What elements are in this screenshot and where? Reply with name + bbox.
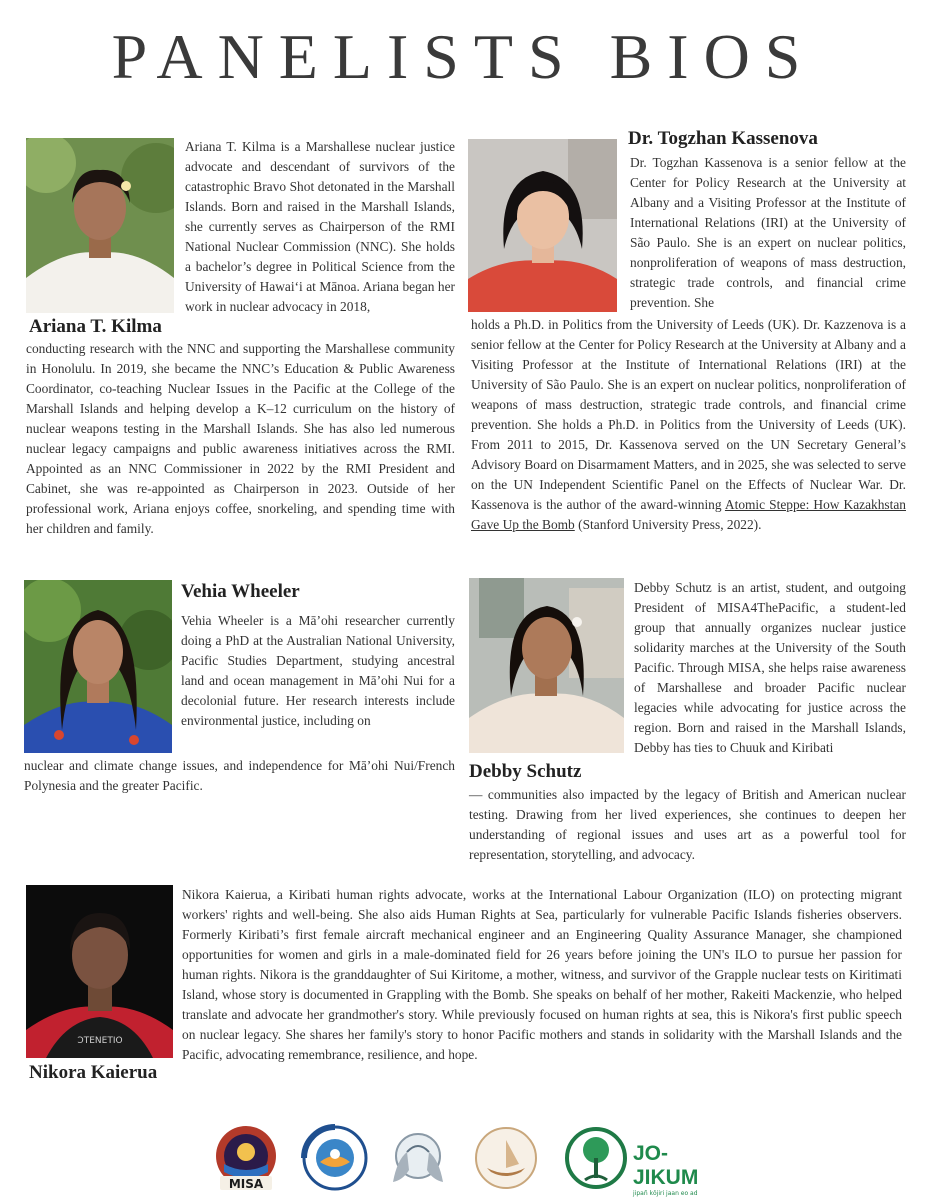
jojikum-logo-text: JO-JIKUM bbox=[633, 1142, 699, 1189]
tree-logo bbox=[565, 1122, 627, 1194]
sponsor-logos bbox=[205, 1122, 725, 1197]
canoe-logo bbox=[473, 1122, 539, 1194]
nnc-logo bbox=[300, 1122, 370, 1194]
ariana-bio-bottom: conducting research with the NNC and supporting the Marshallese community in Honolulu. In 2019, she became the NNC’s Education & Public Awareness Coordinator, co-teaching Nuclear Issues in the Pacific at the College of the Marshall Islands and helping develop a K–12 curriculum on the history of nuclear weapons testing in the Marshall Islands. She has also led numerous nuclear legacy campaigns and public awareness initiatives across the RMI. Appointed as an NNC Commissioner in 2022 by the RMI President and Cabinet, she was re-appointed as Chairperson in 2023. Outside of her professional work, Ariana enjoys coffee, snorkeling, and spending time with her children and family. bbox=[26, 341, 455, 536]
vehia-name: Vehia Wheeler bbox=[181, 581, 300, 602]
misa-logo-text: MISA bbox=[228, 1177, 264, 1191]
togzhan-name: Dr. Togzhan Kassenova bbox=[628, 128, 818, 149]
ariana-name: Ariana T. Kilma bbox=[29, 316, 162, 337]
jojikum-logo bbox=[633, 1142, 725, 1197]
togzhan-bio-bottom bbox=[471, 315, 906, 535]
togzhan-photo bbox=[468, 139, 617, 312]
togzhan-bio-text: holds a Ph.D. in Politics from the University of Leeds (UK). Dr. Kazzenova is a senior fellow at the Center for Policy Research at the University at Albany and a Visiting Professor at the Institute of International Relations (IRI) at the University of São Paulo. She is an expert on nuclear politics, nonproliferation of weapons of mass destruction, strategic trade controls, and financial crime prevention. She holds a Ph.D. in Politics from the University of Leeds (UK). From 2011 to 2015, Dr. Kassenova served on the UN Secretary General’s Advisory Board on Disarmament Matters, and in 2025, she was selected to serve on the UN Independent Scientific Panel on the Effects of Nuclear War. Dr. Kassenova is the author of the award-winning bbox=[471, 317, 906, 512]
nikora-photo bbox=[26, 885, 173, 1058]
misa-logo bbox=[210, 1122, 282, 1194]
nikora-name: Nikora Kaierua bbox=[29, 1062, 158, 1083]
togzhan-book-link[interactable]: Atomic Steppe: How Kazakhstan Gave Up the Bomb bbox=[471, 497, 906, 532]
nikora-bio: Nikora Kaierua, a Kiribati human rights advocate, works at the International Labour Organization (ILO) on protecting migrant workers' rights and well-being. She also aids Human Rights at Sea, particularly for vulnerable Pacific Islands fisheries observers. Formerly Kiribati’s first female aircraft mechanical engineer and an Engineering Quality Assurance Manager, she championed opportunities for women and girls in a male-dominated field for 26 years before joining the UN's ILO to pursue her passion for human rights. Nikora is the granddaughter of Sui Kiritome, a mother, witness, and survivor of the Grapple nuclear tests on Kiritimati Island, whose story is documented in Grappling with the Bomb. She speaks on behalf of her mother, Rakeiti Mackenzie, who helped translate and advocate her grandmother's story. While previously focused on human rights at sea, this is Nikora's first public speech on nuclear legacy. She shares her family's story to honor Pacific mothers and stands in solidarity with the Marshall Islands and the Pacific, advocating remembrance, resilience, and hope. bbox=[182, 887, 902, 1062]
jojikum-logo-tagline: jipañ kōjiri jaan eo ad bbox=[633, 1190, 698, 1197]
debby-name: Debby Schutz bbox=[469, 761, 582, 782]
togzhan-bio-top: Dr. Togzhan Kassenova is a senior fellow at the Center for Policy Research at the University at Albany and a Visiting Professor at the Institute of International Relations (IRI) at the University of São Paulo. She is an expert on nuclear politics, nonproliferation of weapons of mass destruction, strategic trade controls, and financial crime prevention. She bbox=[630, 155, 906, 310]
debby-bio-top: Debby Schutz is an artist, student, and outgoing President of MISA4ThePacific, a student-led group that annually organizes nuclear justice solidarity marches at the University of the South Pacific. Through MISA, she helps raise awareness of Marshallese and broader Pacific nuclear legacies while advocating for justice across the region. Born and raised in the Marshall Islands, Debby has ties to Chuuk and Kiribati bbox=[634, 580, 906, 755]
vehia-photo bbox=[24, 580, 172, 753]
ariana-photo bbox=[26, 138, 174, 313]
page-title: PANELISTS BIOS bbox=[111, 21, 816, 92]
hands-logo bbox=[387, 1122, 449, 1194]
ariana-bio-top: Ariana T. Kilma is a Marshallese nuclear justice advocate and descendant of survivors of the catastrophic Bravo Shot detonated in the Marshall Islands. Born and raised in the Marshall Islands, she currently serves as Chairperson of the RMI National Nuclear Commission (NNC). She holds a bachelor’s degree in Political Science from the University of Hawaiʻi at Mānoa. Ariana began her work in nuclear advocacy in 2018, bbox=[185, 139, 455, 314]
debby-bio-bottom: — communities also impacted by the legacy of British and American nuclear testing. Drawing from her lived experiences, she continues to deepen her understanding of regional issues and uses art as a powerful tool for representation, storytelling, and advocacy. bbox=[469, 787, 906, 862]
vehia-bio-bottom: nuclear and climate change issues, and independence for Mā’ohi Nui/French Polynesia and the greater Pacific. bbox=[24, 758, 455, 793]
vehia-bio-top: Vehia Wheeler is a Mā’ohi researcher currently doing a PhD at the Australian National University, Pacific Studies Department, studying ancestral land and ocean management in Mā’ohi Nui for a decolonial future. Her research interests include environmental justice, including on bbox=[181, 613, 455, 728]
svg-text:ƆTENETIO: ƆTENETIO bbox=[77, 1036, 123, 1046]
debby-photo bbox=[469, 578, 624, 753]
togzhan-book-publisher: (Stanford University Press, 2022). bbox=[578, 517, 762, 532]
